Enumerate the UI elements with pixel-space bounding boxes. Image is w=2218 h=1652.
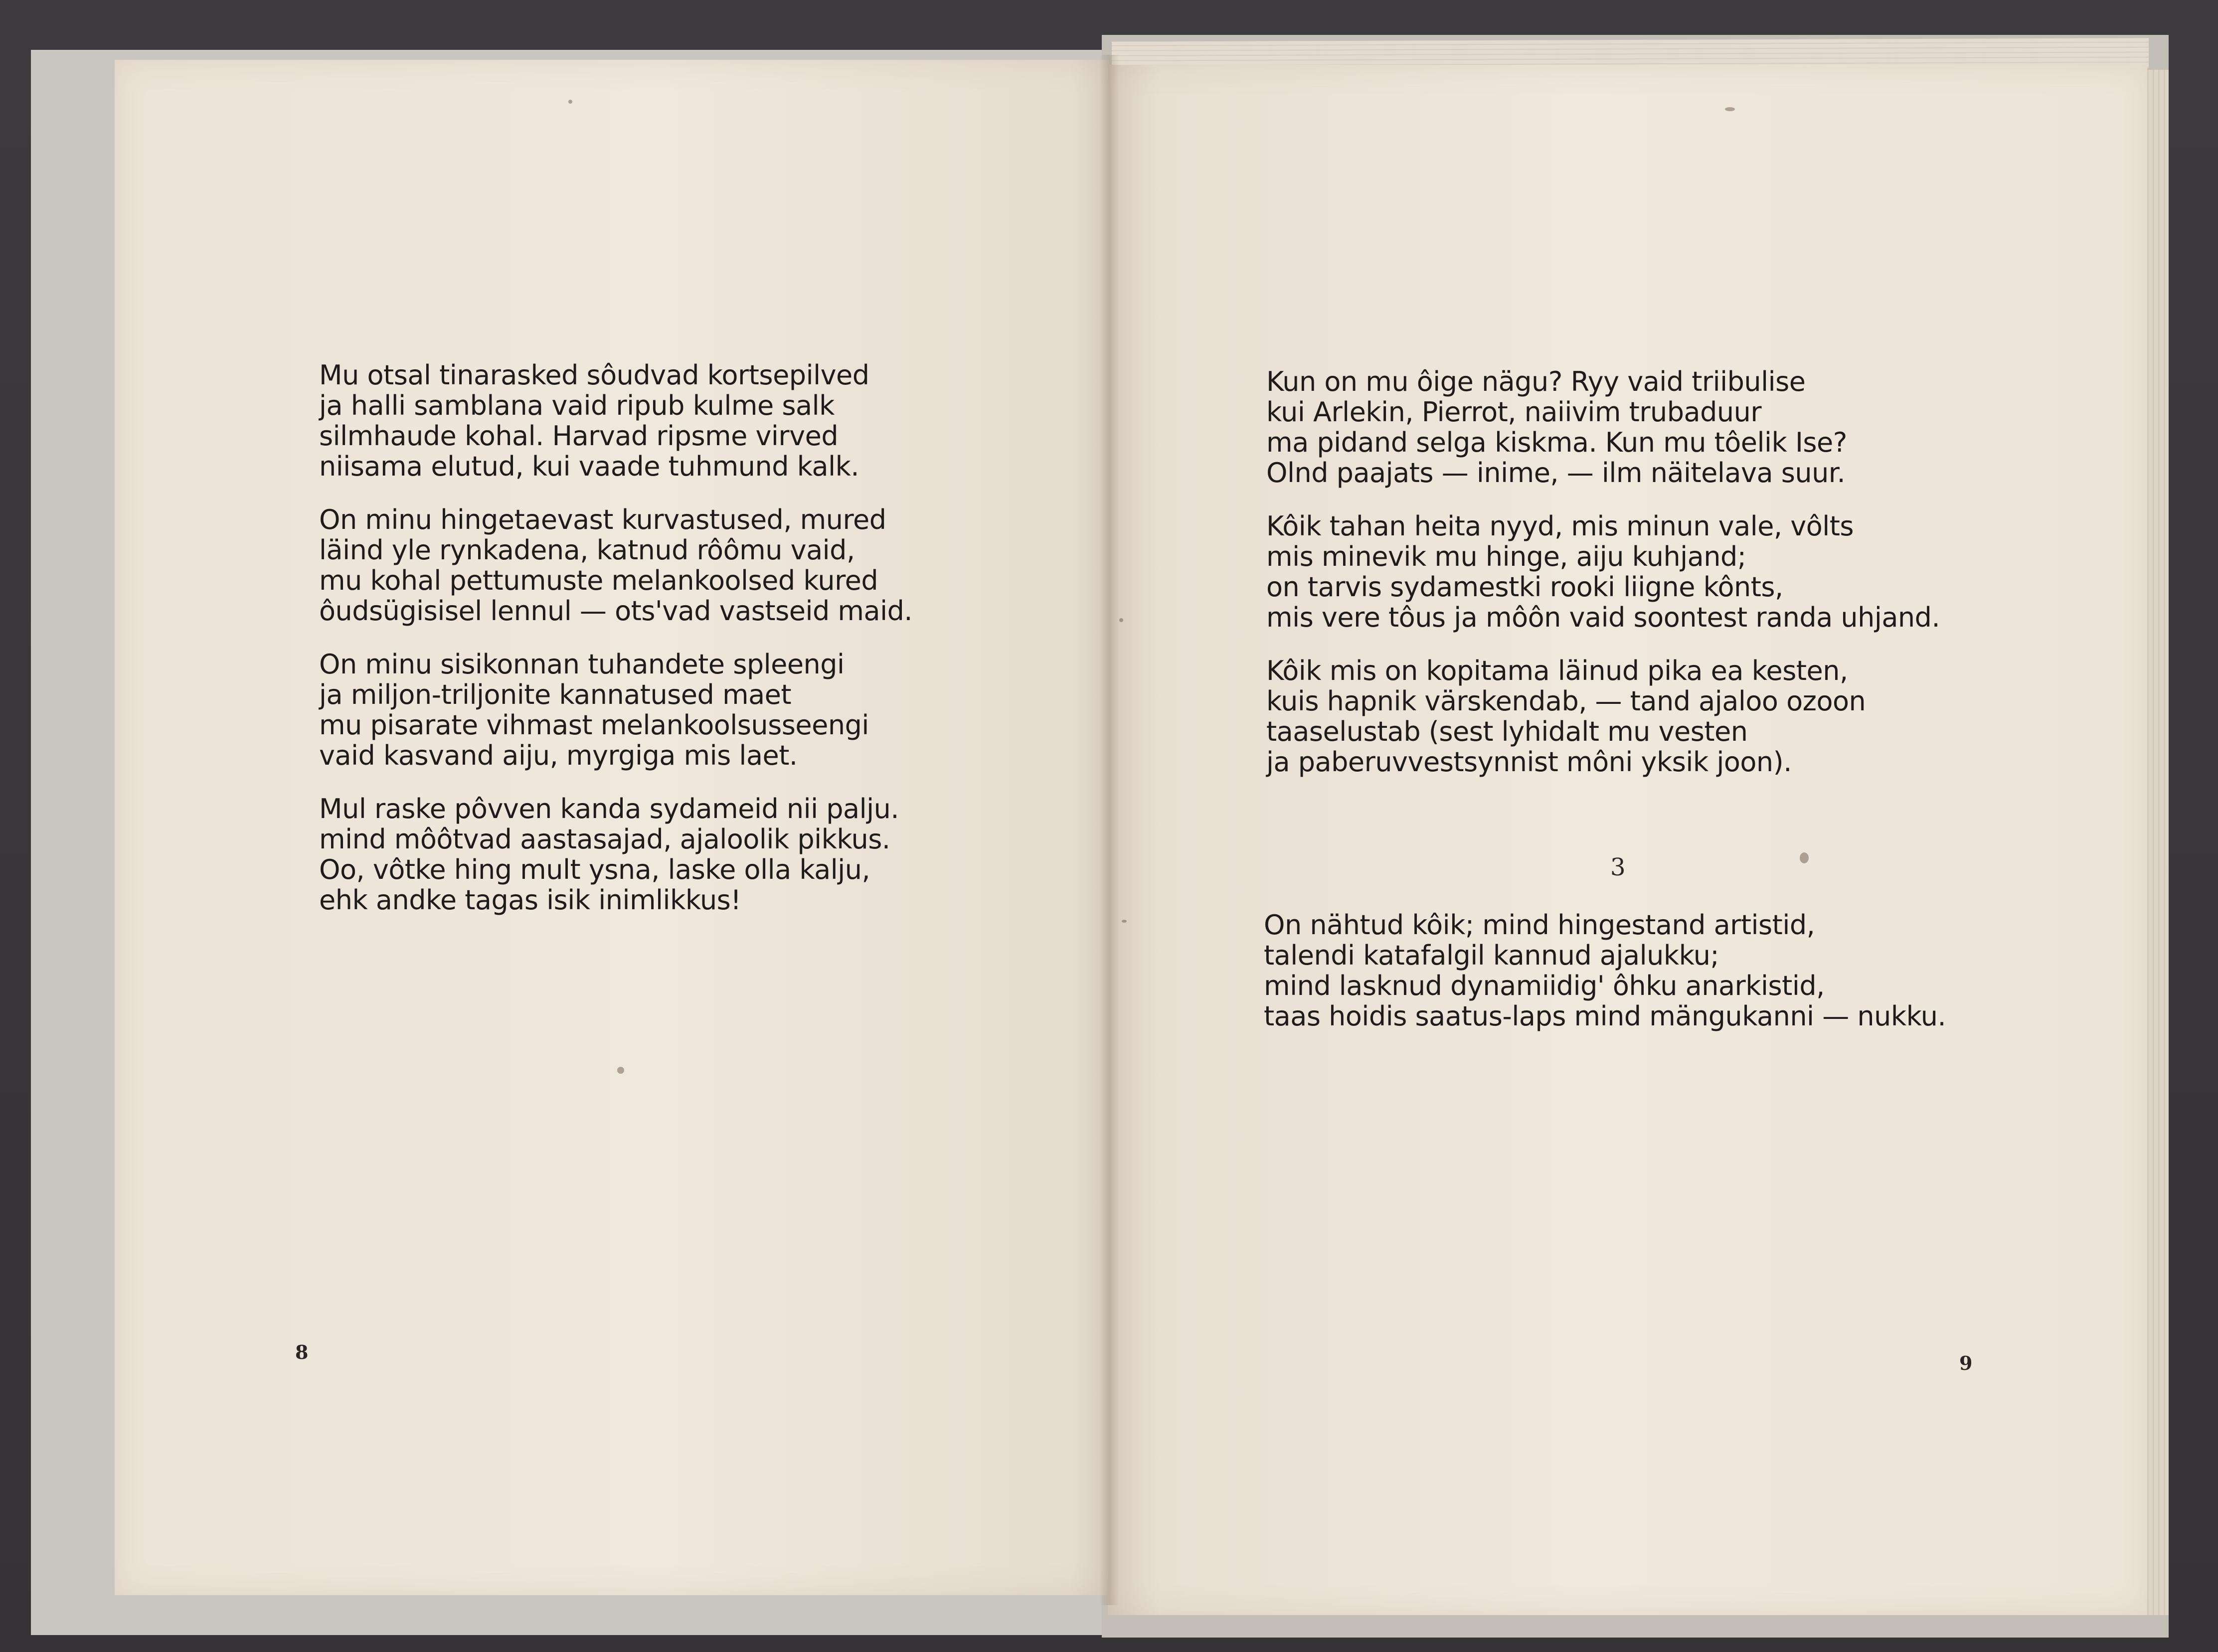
poem-line: mis vere tôus ja môôn vaid soontest randa uhjand.: [1266, 602, 1940, 633]
right-page: [1108, 65, 2147, 1615]
stanza: [319, 649, 912, 771]
right-page-section-poem: [1264, 910, 1946, 1054]
poem-line: ma pidand selga kiskma. Kun mu tôelik Ise?: [1266, 427, 1847, 458]
stanza: [1266, 511, 1940, 633]
poem-line: taaselustab (sest lyhidalt mu vesten: [1266, 716, 1748, 747]
poem-line: ôudsügisisel lennul — ots'vad vastseid maid.: [319, 595, 913, 627]
poem-line: Olnd paajats — inime, — ilm näitelava suur.: [1266, 457, 1846, 489]
paper-speck: [1725, 107, 1735, 111]
poem-line: On minu hingetaevast kurvastused, mured: [319, 504, 886, 535]
poem-line: Mul raske pôvven kanda sydameid nii palju.: [319, 793, 899, 825]
paper-speck: [1122, 920, 1127, 923]
poem-line: ja paberuvvestsynnist môni yksik joon).: [1266, 746, 1792, 778]
stanza: [319, 794, 912, 915]
poem-line: taas hoidis saatus-laps mind mängukanni — nukku.: [1264, 1000, 1946, 1032]
poem-line: vaid kasvand aiju, myrgiga mis laet.: [319, 740, 798, 771]
stanza: [1266, 656, 1940, 777]
poem-line: ja miljon-triljonite kannatused maet: [319, 679, 792, 710]
page-number-left: 8: [295, 1341, 309, 1363]
poem-line: mu pisarate vihmast melankoolsusseengi: [319, 709, 869, 741]
section-number: 3: [1610, 853, 1626, 881]
poem-line: Kun on mu ôige nägu? Ryy vaid triibulise: [1266, 366, 1806, 397]
poem-line: kuis hapnik värskendab, — tand ajaloo ozoon: [1266, 685, 1866, 717]
poem-line: ja halli samblana vaid ripub kulme salk: [319, 390, 835, 421]
poem-line: ehk andke tagas isik inimlikkus!: [319, 884, 741, 916]
paper-speck: [617, 1067, 624, 1074]
stanza: [319, 360, 912, 482]
poem-line: On nähtud kôik; mind hingestand artistid,: [1264, 909, 1815, 941]
stanza: [319, 504, 912, 626]
poem-line: niisama elutud, kui vaade tuhmund kalk.: [319, 451, 859, 482]
page-number-right: 9: [1959, 1352, 1973, 1374]
poem-line: On minu sisikonnan tuhandete spleengi: [319, 649, 845, 680]
paper-speck: [1119, 618, 1123, 622]
paper-speck: [1800, 852, 1809, 863]
stanza: [1266, 366, 1940, 488]
poem-line: Mu otsal tinarasked sôudvad kortsepilved: [319, 359, 869, 391]
book-gutter: [1099, 55, 1119, 1605]
poem-line: läind yle rynkadena, katnud rôômu vaid,: [319, 534, 855, 566]
left-page-poem: [319, 360, 912, 938]
page-edges-right: [2144, 70, 2169, 1615]
poem-line: mis minevik mu hinge, aiju kuhjand;: [1266, 541, 1746, 572]
poem-line: silmhaude kohal. Harvad ripsme virved: [319, 420, 839, 452]
poem-line: Oo, vôtke hing mult ysna, laske olla kalju,: [319, 854, 870, 885]
stanza: [1264, 910, 1946, 1031]
poem-line: mind lasknud dynamiidig' ôhku anarkistid,: [1264, 970, 1825, 1001]
poem-line: mu kohal pettumuste melankoolsed kured: [319, 565, 878, 596]
poem-line: talendi katafalgil kannud ajalukku;: [1264, 940, 1719, 971]
poem-line: on tarvis sydamestki rooki liigne kônts,: [1266, 571, 1783, 603]
poem-line: Kôik tahan heita nyyd, mis minun vale, vôlts: [1266, 510, 1854, 542]
right-page-poem: [1266, 366, 1940, 800]
poem-line: Kôik mis on kopitama läinud pika ea kesten,: [1266, 655, 1848, 686]
poem-line: mind môôtvad aastasajad, ajaloolik pikkus.: [319, 824, 890, 855]
poem-line: kui Arlekin, Pierrot, naiivim trubaduur: [1266, 396, 1762, 428]
paper-speck: [568, 100, 572, 104]
